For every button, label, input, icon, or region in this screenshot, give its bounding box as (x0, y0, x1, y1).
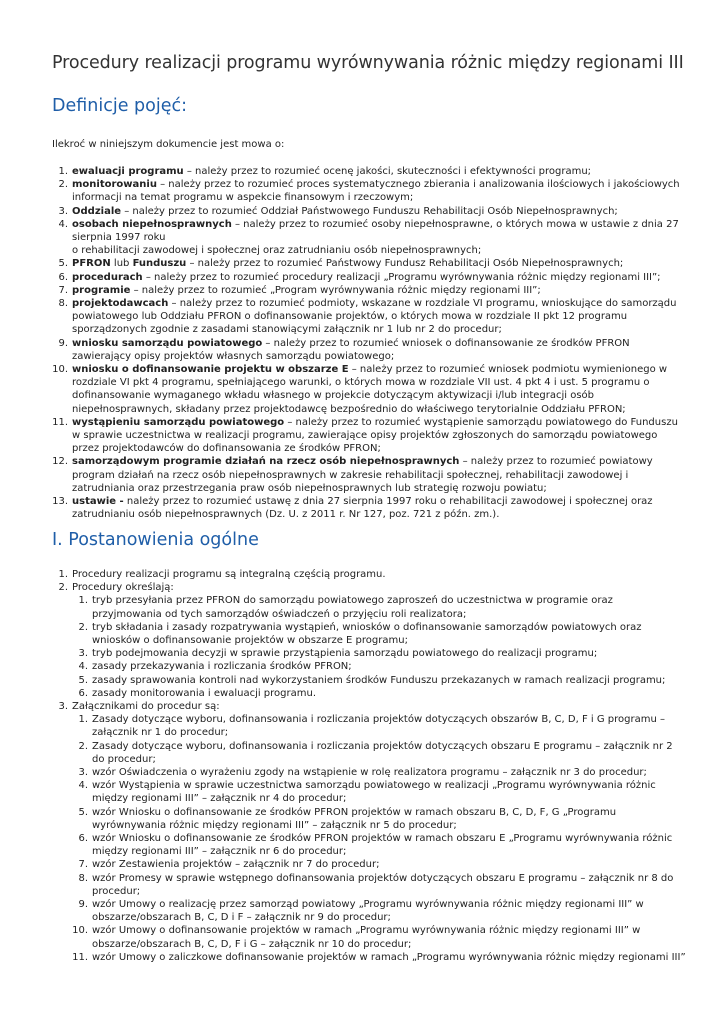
sublist-text: tryb składania i zasady rozpatrywania wystąpień, wniosków o dofinansowanie samorządów powiatowych oraz wniosków o dofinansowanie projektów w obszarze E programu; (92, 621, 642, 647)
item-number: 5. (78, 806, 88, 818)
definition-item (52, 416, 682, 456)
definition-term: osobach niepełnosprawnych (72, 218, 232, 230)
definition-item (52, 218, 682, 258)
definition-text: – należy przez to rozumieć wystąpienie samorządu powiatowego do Funduszu w sprawie uczestnictwa w realizacji programu, zawierające opisy projektów zgłoszonych do samorządu powiatowego przez projektodawców do dofinansowania ze środków PFRON; (72, 416, 678, 455)
definition-text: – należy przez to rozumieć powiatowy program działań na rzecz osób niepełnosprawnych w zakresie rehabilitacji społecznej, rehabilitacji zawodowej i zatrudniania oraz przestrzegania praw osób niepełnosprawnych lub strategię rozwoju powiatu; (72, 456, 653, 494)
item-number: 3. (58, 205, 68, 217)
sublist-item (72, 621, 682, 647)
sublist-text: zasady monitorowania i ewaluacji programu. (92, 687, 317, 699)
definition-item (52, 455, 682, 495)
sublist-text: wzór Umowy o zaliczkowe dofinansowanie projektów w ramach „Programu wyrównywania różnic między regionami III” (92, 951, 686, 963)
sublist-item (72, 924, 682, 950)
sublist-item (72, 779, 682, 805)
definition-item (52, 271, 682, 284)
sublist-item (72, 766, 682, 779)
procedures-scope-sublist (72, 594, 682, 700)
general-provisions-list (52, 568, 686, 964)
item-number: 5. (58, 258, 68, 270)
provision-item (52, 568, 682, 581)
item-number: 1. (78, 714, 88, 726)
definition-text: – należy przez to rozumieć wniosek podmiotu wymienionego w rozdziale VI pkt 4 programu, spełniającego warunki, o których mowa w rozdziale VII ust. 4 pkt 4 i ust. 5 programu o dofinansowanie wymaganego wkładu własnego w projekcie dotyczącym aktywizacji i/lub integracji osób niepełnosprawnych, składany przez projektodawcę bezpośrednio do właściwego terytorialnie Oddziału PFRON; (72, 364, 668, 415)
definition-term: samorządowym programie działań na rzecz osób niepełnosprawnych (72, 456, 460, 468)
sublist-item (72, 951, 686, 964)
sublist-item (72, 660, 682, 673)
sublist-text: zasady przekazywania i rozliczania środków PFRON; (92, 661, 352, 673)
sublist-item (72, 674, 682, 687)
definition-text: – należy przez to rozumieć procedury realizacji „Programu wyrównywania różnic między regionami III”; (142, 271, 661, 283)
item-number: 2. (78, 740, 88, 752)
item-number: 8. (78, 872, 88, 884)
attachments-sublist (72, 713, 686, 964)
sublist-item (72, 806, 682, 832)
definition-item (52, 165, 682, 178)
definition-connector: lub (110, 258, 133, 270)
item-number: 2. (58, 582, 68, 594)
item-number: 12. (52, 456, 68, 468)
definition-term: programie (72, 284, 131, 296)
sublist-item (72, 740, 682, 766)
item-number: 1. (58, 166, 68, 177)
definitions-heading: Definicje pojęć: (52, 96, 187, 116)
sublist-text: tryb podejmowania decyzji w sprawie przystąpienia samorządu powiatowego do realizacji programu; (92, 648, 598, 660)
definition-term: Oddziale (72, 205, 122, 217)
item-number: 9. (78, 899, 88, 911)
definition-term-alt: Funduszu (132, 258, 187, 270)
definition-item (52, 205, 682, 218)
section-heading-general-provisions: I. Postanowienia ogólne (52, 530, 259, 550)
sublist-text: wzór Zestawienia projektów – załącznik nr 7 do procedur; (92, 859, 380, 871)
provision-text: Załącznikami do procedur są: (72, 701, 220, 713)
item-number: 7. (58, 284, 68, 296)
definition-item (52, 297, 682, 337)
item-number: 11. (52, 416, 68, 428)
definition-term: PFRON (72, 258, 111, 270)
definition-item (52, 363, 682, 416)
sublist-item (72, 898, 682, 924)
sublist-text: tryb przesyłania przez PFRON do samorządu powiatowego zaproszeń do uczestnictwa w programie oraz przyjmowania od tych samorządów oświadczeń o przyjęciu roli realizatora; (92, 595, 613, 620)
sublist-text: wzór Wystąpienia w sprawie uczestnictwa samorządu powiatowego w realizacji „Programu wyrównywania różnic między regionami III” – załącznik nr 4 do procedur; (92, 780, 656, 805)
sublist-text: Zasady dotyczące wyboru, dofinansowania i rozliczania projektów dotyczących obszaru E programu – załącznik nr 2 do procedur; (92, 740, 673, 765)
item-number: 7. (78, 859, 88, 871)
sublist-text: Zasady dotyczące wyboru, dofinansowania i rozliczania projektów dotyczących obszarów B, C, D, F i G programu – załącznik nr 1 do procedur; (92, 714, 665, 739)
item-number: 2. (58, 179, 68, 191)
provision-item (52, 700, 686, 964)
item-number: 1. (78, 595, 88, 607)
item-number: 4. (78, 661, 88, 673)
definition-item (52, 178, 682, 204)
item-number: 13. (52, 496, 68, 508)
sublist-item (72, 647, 682, 660)
item-number: 11. (72, 951, 88, 963)
definition-text: – należy przez to rozumieć „Program wyrównywania różnic między regionami III”; (130, 284, 541, 296)
provision-item (52, 581, 682, 700)
sublist-item (72, 594, 682, 620)
definition-text: – należy przez to rozumieć Oddział Państwowego Funduszu Rehabilitacji Osób Niepełnosprawnych; (121, 205, 618, 217)
sublist-text: wzór Umowy o dofinansowanie projektów w ramach „Programu wyrównywania różnic między regionami III” w obszarze/obszarach B, C, D, F i G – załącznik nr 10 do procedur; (92, 925, 641, 950)
definition-text: – należy przez to rozumieć wniosek o dofinansowanie ze środków PFRON zawierający opisy projektów własnych samorządu powiatowego; (72, 337, 630, 362)
sublist-item (72, 858, 682, 871)
definition-item (52, 257, 682, 270)
item-number: 10. (72, 925, 88, 937)
item-number: 6. (78, 833, 88, 845)
sublist-text: wzór Umowy o realizację przez samorząd powiatowy „Programu wyrównywania różnic między regionami III” w obszarze/obszarach B, C, D i F – załącznik nr 9 do procedur; (92, 899, 644, 924)
definition-text: – należy przez to rozumieć podmioty, wskazane w rozdziale VI programu, wnioskujące do samorządu powiatowego lub Oddziału PFRON o dofinansowanie projektów, o których mowa w rozdziale II pkt 12 programu sporządzonych zgodnie z zasadami stanowiącymi załącznik nr 1 lub nr 2 do procedur; (72, 298, 677, 336)
item-number: 6. (58, 271, 68, 283)
sublist-item (72, 687, 682, 700)
definition-text: – należy przez to rozumieć Państwowy Fundusz Rehabilitacji Osób Niepełnosprawnych; (186, 258, 624, 270)
sublist-text: wzór Wniosku o dofinansowanie ze środków PFRON projektów w ramach obszaru E „Programu wyrównywania różnic między regionami III” – załącznik nr 6 do procedur; (92, 833, 673, 858)
document-title: Procedury realizacji programu wyrównywania różnic między regionami III (52, 53, 684, 73)
provision-text: Procedury określają: (72, 582, 174, 594)
definition-term: ewaluacji programu (72, 166, 184, 177)
provision-text: Procedury realizacji programu są integralną częścią programu. (72, 569, 386, 580)
definition-term: procedurach (72, 271, 143, 283)
item-number: 1. (58, 569, 68, 580)
definitions-list (52, 165, 682, 521)
definition-term: monitorowaniu (72, 179, 157, 191)
definition-text: – należy przez to rozumieć ocenę jakości, skuteczności i efektywności programu; (183, 166, 592, 177)
item-number: 6. (78, 687, 88, 699)
definition-term: ustawie - (72, 496, 124, 508)
sublist-text: wzór Wniosku o dofinansowanie ze środków PFRON projektów w ramach obszaru B, C, D, F, G „Programu wyrównywania różnic między regionami III” – załącznik nr 5 do procedur; (92, 806, 617, 831)
definition-term: projektodawcach (72, 298, 169, 310)
definition-text: – należy przez to rozumieć proces systematycznego zbierania i analizowania ilościowych i jakościowych informacji na temat programu w aspekcie finansowym i rzeczowym; (72, 179, 680, 204)
definition-term: wniosku samorządu powiatowego (72, 337, 263, 349)
definition-term: wniosku o dofinansowanie projektu w obszarze E (72, 364, 349, 376)
sublist-text: zasady sprawowania kontroli nad wykorzystaniem środków Funduszu przekazanych w ramach realizacji programu; (92, 674, 666, 686)
item-number: 10. (52, 364, 68, 376)
item-number: 2. (78, 621, 88, 633)
item-number: 5. (78, 674, 88, 686)
item-number: 4. (78, 780, 88, 792)
item-number: 3. (58, 701, 68, 713)
definition-text: należy przez to rozumieć ustawę z dnia 27 sierpnia 1997 roku o rehabilitacji zawodowej i społecznej oraz zatrudnianiu osób niepełnosprawnych (Dz. U. z 2011 r. Nr 127, poz. 721 z późn. zm.). (72, 496, 653, 521)
item-number: 9. (58, 337, 68, 349)
intro-text: Ilekroć w niniejszym dokumencie jest mowa o: (52, 139, 285, 150)
sublist-item (72, 872, 682, 898)
item-number: 3. (78, 648, 88, 660)
sublist-text: wzór Promesy w sprawie wstępnego dofinansowania projektów dotyczących obszaru E programu – załącznik nr 8 do procedur; (92, 872, 674, 897)
definition-term: wystąpieniu samorządu powiatowego (72, 416, 285, 428)
definition-item (52, 337, 682, 363)
sublist-item (72, 832, 682, 858)
definition-text-continued: o rehabilitacji zawodowej i społecznej oraz zatrudnianiu osób niepełnosprawnych; (72, 245, 482, 257)
definition-item (52, 284, 682, 297)
sublist-item (72, 713, 682, 739)
definition-text: – należy przez to rozumieć osoby niepełnosprawne, o których mowa w ustawie z dnia 27 sierpnia 1997 roku (72, 218, 679, 244)
sublist-text: wzór Oświadczenia o wyrażeniu zgody na wstąpienie w rolę realizatora programu – załącznik nr 3 do procedur; (92, 767, 647, 779)
definition-item (52, 495, 682, 521)
item-number: 3. (78, 767, 88, 779)
item-number: 4. (58, 218, 68, 230)
item-number: 8. (58, 298, 68, 310)
